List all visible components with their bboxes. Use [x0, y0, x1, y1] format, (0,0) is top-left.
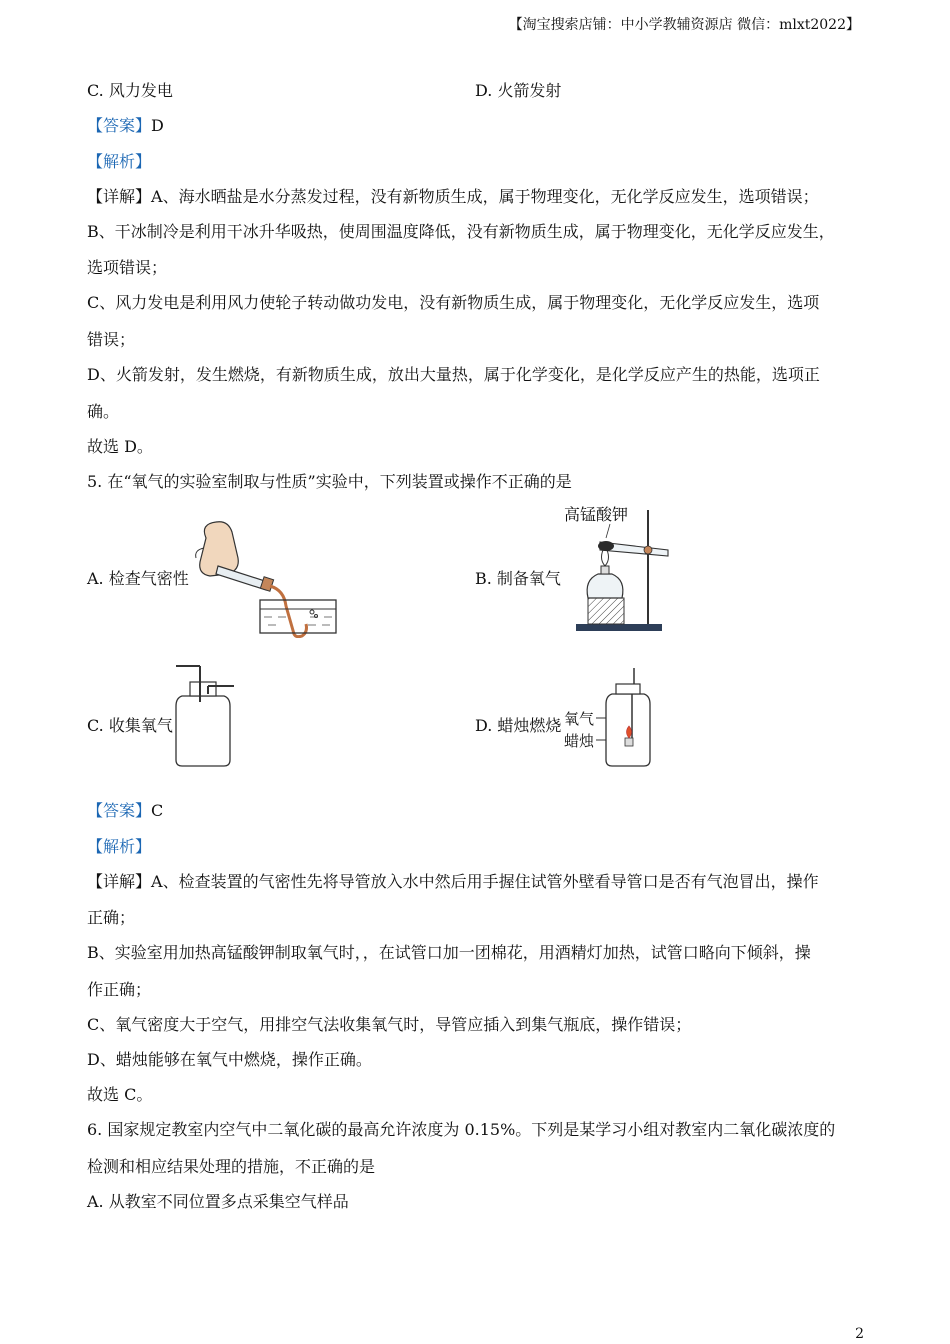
page-header: 【淘宝搜索店铺：中小学教辅资源店 微信：mlxt2022】: [508, 17, 860, 33]
q5-detail-line: 【详解】A、检查装置的气密性先将导管放入水中然后用手握住试管外壁看导管口是否有气泡冒出，操作: [87, 872, 819, 891]
q4-detail-line: 错误；: [87, 330, 136, 349]
q4-analysis-tag: 【解析】: [87, 152, 152, 171]
q5-detail-line: C、氧气密度大于空气，用排空气法收集氧气时，导管应插入到集气瓶底，操作错误；: [87, 1015, 692, 1034]
q5-analysis-tag: 【解析】: [87, 837, 152, 856]
q5-detail-line: 作正确；: [87, 980, 152, 999]
q5-option-a: A. 检查气密性: [87, 569, 189, 588]
q4-detail-line: D、火箭发射，发生燃烧，有新物质生成，放出大量热，属于化学变化，是化学反应产生的热能，选项正: [87, 365, 820, 384]
q4-option-d: D. 火箭发射: [475, 81, 562, 100]
gas-collection-figure: [170, 660, 240, 772]
q5-detail-line: 正确；: [87, 908, 136, 927]
airtight-check-figure: [188, 518, 343, 638]
oxygen-preparation-figure: [560, 500, 670, 635]
q5-option-d: D. 蜡烛燃烧: [475, 716, 562, 735]
page-number: 2: [855, 1326, 864, 1342]
q4-detail-line: C、风力发电是利用风力使轮子转动做功发电，没有新物质生成，属于物理变化，无化学反应发生，选项: [87, 293, 820, 312]
q5-detail-line: D、蜡烛能够在氧气中燃烧，操作正确。: [87, 1050, 372, 1069]
q4-conclusion: 故选 D。: [87, 437, 153, 456]
q4-detail-line: 【详解】A、海水晒盐是水分蒸发过程，没有新物质生成，属于物理变化，无化学反应发生，选项错误；: [87, 187, 819, 206]
answer-tag: 【答案】: [87, 116, 152, 135]
q4-option-c: C. 风力发电: [87, 81, 173, 100]
candle-label: 蜡烛: [564, 732, 595, 750]
candle-burning-figure: [560, 660, 660, 772]
q6-option-a: A. 从教室不同位置多点采集空气样品: [87, 1192, 349, 1211]
q6-stem-line: 6. 国家规定教室内空气中二氧化碳的最高允许浓度为 0.15%。下列是某学习小组对教室内二氧化碳浓度的: [87, 1120, 836, 1139]
q4-detail-line: B、干冰制冷是利用干冰升华吸热，使周围温度降低，没有新物质生成，属于物理变化，无化学反应发生，: [87, 222, 835, 241]
q5-detail-line: B、实验室用加热高锰酸钾制取氧气时，，在试管口加一团棉花，用酒精灯加热，试管口略向下倾斜，操: [87, 943, 811, 962]
q4-answer: [87, 116, 164, 136]
q5-option-b: B. 制备氧气: [475, 569, 561, 588]
detail-tag: 【详解】: [87, 187, 152, 206]
q6-stem-line: 检测和相应结果处理的措施，不正确的是: [87, 1157, 376, 1176]
q5-answer: [87, 801, 163, 821]
answer-value: C: [151, 801, 164, 820]
detail-tag: 【详解】: [87, 872, 152, 891]
answer-value: D: [151, 116, 164, 135]
q4-detail-line: 确。: [87, 402, 120, 421]
oxygen-label: 氧气: [564, 710, 595, 728]
q5-conclusion: 故选 C。: [87, 1085, 153, 1104]
q5-stem: 5. 在“氧气的实验室制取与性质”实验中，下列装置或操作不正确的是: [87, 472, 572, 491]
q4-detail-line: 选项错误；: [87, 258, 168, 277]
answer-tag: 【答案】: [87, 801, 152, 820]
potassium-permanganate-label: 高锰酸钾: [564, 505, 629, 524]
q5-option-c: C. 收集氧气: [87, 716, 173, 735]
